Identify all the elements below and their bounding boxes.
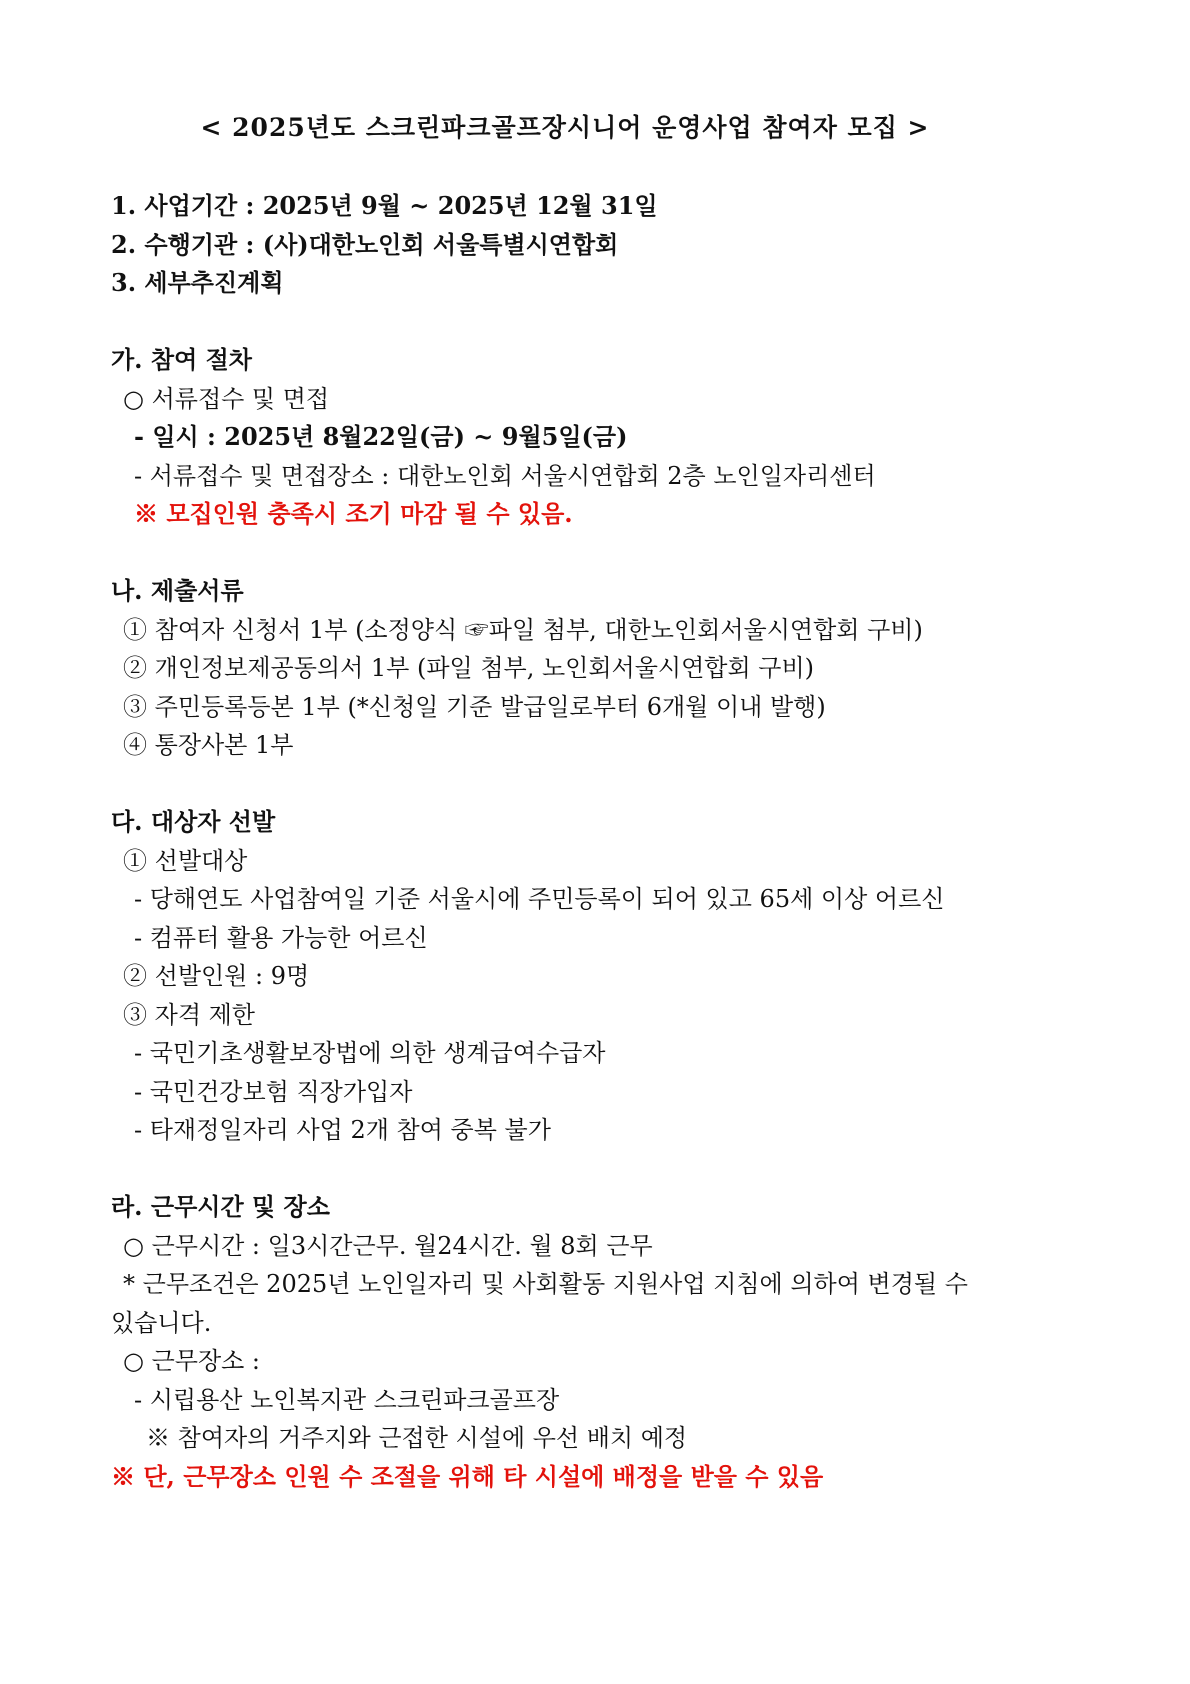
detailed-plan-heading: 3. 세부추진계획 (111, 268, 284, 297)
section-required-documents: 나. 제출서류 (111, 576, 244, 605)
reassignment-note: ※ 단, 근무장소 인원 수 조절을 위해 타 시설에 배정을 받을 수 있음 (111, 1462, 824, 1491)
qualification-limit-3: - 타재정일자리 사업 2개 참여 중복 불가 (134, 1116, 551, 1144)
selection-target-2: - 컴퓨터 활용 가능한 어르신 (134, 924, 428, 952)
section-selection: 다. 대상자 선발 (111, 807, 276, 836)
selection-target-1: - 당해연도 사업참여일 기준 서울시에 주민등록이 되어 있고 65세 이상 어르신 (134, 885, 945, 913)
document-interview-item: ○ 서류접수 및 면접 (123, 385, 330, 413)
work-hours: ○ 근무시간 : 일3시간근무. 월24시간. 월 8회 근무 (123, 1232, 653, 1260)
selection-target: ① 선발대상 (123, 847, 248, 875)
business-period: 1. 사업기간 : 2025년 9월 ~ 2025년 12월 31일 (111, 191, 658, 220)
qualification-limit: ③ 자격 제한 (123, 1001, 255, 1029)
work-place-1: - 시립용산 노인복지관 스크린파크골프장 (134, 1386, 560, 1414)
placement-note: ※ 참여자의 거주지와 근접한 시설에 우선 배치 예정 (146, 1424, 688, 1452)
early-close-note: ※ 모집인원 충족시 조기 마감 될 수 있음. (134, 499, 573, 528)
section-work-hours-place: 라. 근무시간 및 장소 (111, 1192, 330, 1221)
document-title: < 2025년도 스크린파크골프장시니어 운영사업 참여자 모집 > (200, 113, 930, 142)
required-doc-1: ① 참여자 신청서 1부 (소정양식 ☞파일 첨부, 대한노인회서울시연합회 구비) (123, 616, 923, 644)
qualification-limit-2: - 국민건강보험 직장가입자 (134, 1078, 413, 1106)
section-participation-procedure: 가. 참여 절차 (111, 345, 252, 374)
schedule-line: - 일시 : 2025년 8월22일(금) ~ 9월5일(금) (134, 422, 628, 451)
executing-agency: 2. 수행기관 : (사)대한노인회 서울특별시연합회 (111, 230, 619, 259)
required-doc-3: ③ 주민등록등본 1부 (*신청일 기준 발급일로부터 6개월 이내 발행) (123, 693, 826, 721)
qualification-limit-1: - 국민기초생활보장법에 의한 생계급여수급자 (134, 1039, 606, 1067)
required-doc-2: ② 개인정보제공동의서 1부 (파일 첨부, 노인회서울시연합회 구비) (123, 654, 814, 682)
work-condition-note-cont: 있습니다. (111, 1309, 212, 1337)
required-doc-4: ④ 통장사본 1부 (123, 731, 294, 759)
work-condition-note: * 근무조건은 2025년 노인일자리 및 사회활동 지원사업 지침에 의하여 변경될 수 (123, 1270, 968, 1298)
selection-count: ② 선발인원 : 9명 (123, 962, 310, 990)
location-line: - 서류접수 및 면접장소 : 대한노인회 서울시연합회 2층 노인일자리센터 (134, 462, 876, 490)
work-place: ○ 근무장소 : (123, 1347, 261, 1375)
